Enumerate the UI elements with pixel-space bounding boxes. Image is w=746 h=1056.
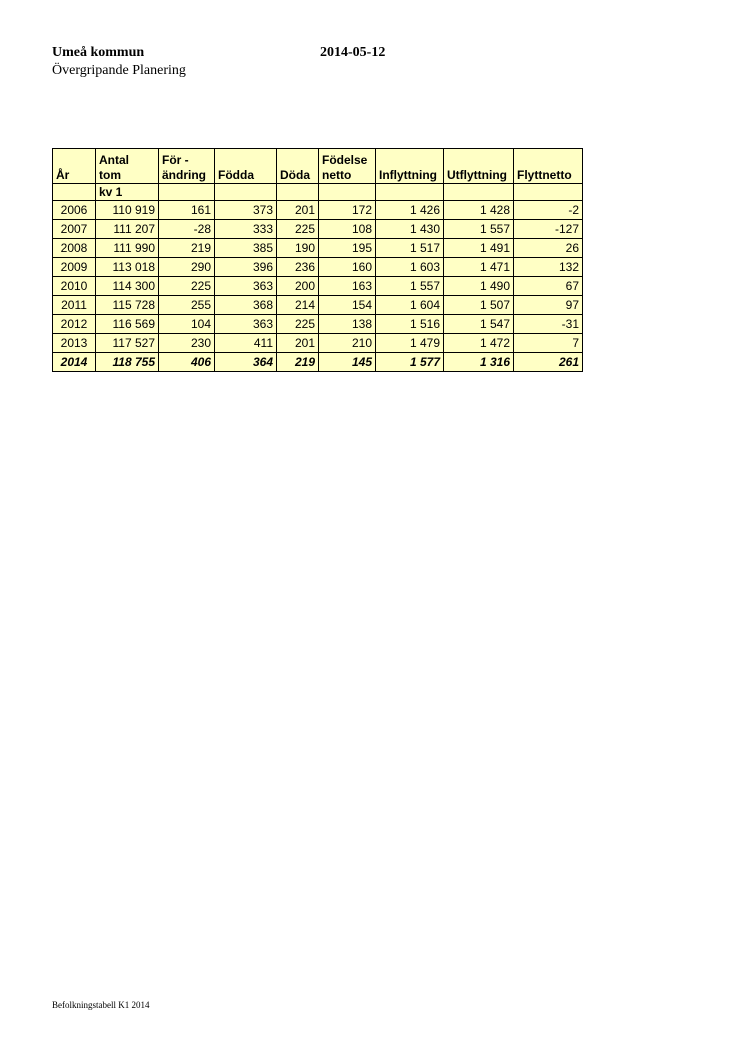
cell-population: 110 919 [96,201,159,220]
table-row [53,296,583,315]
table-row [53,201,583,220]
cell-change: 406 [159,353,215,372]
department-name: Övergripande Planering [52,63,186,78]
cell-year: 2014 [53,353,96,372]
header-in-migration: Inflyttning [376,149,444,184]
cell-change: 161 [159,201,215,220]
cell-population: 118 755 [96,353,159,372]
cell-year: 2011 [53,296,96,315]
cell-births: 333 [215,220,277,239]
cell-natural-change: 210 [319,334,376,353]
cell-births: 396 [215,258,277,277]
cell-year: 2010 [53,277,96,296]
cell-deaths: 190 [277,239,319,258]
cell-year: 2007 [53,220,96,239]
cell-natural-change: 108 [319,220,376,239]
cell-deaths: 225 [277,220,319,239]
cell-population: 115 728 [96,296,159,315]
cell-change: 290 [159,258,215,277]
header-year: År [53,149,96,184]
header-change-line1: För - [162,153,189,167]
subheader-empty [215,184,277,201]
cell-in-migration: 1 516 [376,315,444,334]
header-population-line2: tom [99,168,121,182]
cell-deaths: 201 [277,334,319,353]
table-subheader-row [53,184,583,201]
cell-natural-change: 154 [319,296,376,315]
cell-in-migration: 1 604 [376,296,444,315]
cell-births: 385 [215,239,277,258]
cell-deaths: 201 [277,201,319,220]
cell-year: 2012 [53,315,96,334]
footer-text: Befolkningstabell K1 2014 [52,1000,150,1010]
cell-change: 104 [159,315,215,334]
cell-births: 363 [215,277,277,296]
cell-out-migration: 1 507 [444,296,514,315]
cell-population: 111 207 [96,220,159,239]
cell-natural-change: 145 [319,353,376,372]
cell-net-migration: 97 [514,296,583,315]
subheader-empty [159,184,215,201]
cell-year: 2006 [53,201,96,220]
header-population-line1: Antal [99,153,129,167]
table-row [53,258,583,277]
cell-net-migration: 261 [514,353,583,372]
header-net-migration: Flyttnetto [514,149,583,184]
header-natural-line1: Födelse [322,153,368,167]
subheader-empty [376,184,444,201]
table-row [53,315,583,334]
cell-net-migration: 67 [514,277,583,296]
cell-births: 373 [215,201,277,220]
cell-population: 116 569 [96,315,159,334]
subheader-empty [319,184,376,201]
header-change-line2: ändring [162,168,206,182]
cell-deaths: 219 [277,353,319,372]
cell-change: 219 [159,239,215,258]
header-change [159,149,215,184]
cell-change: 225 [159,277,215,296]
cell-net-migration: -31 [514,315,583,334]
subheader-empty [277,184,319,201]
cell-change: -28 [159,220,215,239]
organization-name: Umeå kommun [52,45,145,60]
cell-in-migration: 1 426 [376,201,444,220]
cell-in-migration: 1 557 [376,277,444,296]
table-row [53,220,583,239]
cell-in-migration: 1 430 [376,220,444,239]
cell-change: 255 [159,296,215,315]
table-row [53,334,583,353]
cell-out-migration: 1 472 [444,334,514,353]
cell-out-migration: 1 547 [444,315,514,334]
cell-in-migration: 1 603 [376,258,444,277]
cell-population: 117 527 [96,334,159,353]
header-out-migration: Utflyttning [444,149,514,184]
cell-net-migration: 7 [514,334,583,353]
cell-year: 2009 [53,258,96,277]
cell-out-migration: 1 316 [444,353,514,372]
cell-births: 368 [215,296,277,315]
cell-net-migration: -2 [514,201,583,220]
cell-in-migration: 1 577 [376,353,444,372]
subheader-empty [444,184,514,201]
cell-out-migration: 1 490 [444,277,514,296]
cell-deaths: 236 [277,258,319,277]
cell-population: 114 300 [96,277,159,296]
subheader-population-period: kv 1 [96,184,159,201]
table-header-row [53,149,583,184]
cell-population: 113 018 [96,258,159,277]
population-table [52,148,583,372]
cell-out-migration: 1 471 [444,258,514,277]
cell-out-migration: 1 557 [444,220,514,239]
cell-births: 363 [215,315,277,334]
cell-out-migration: 1 428 [444,201,514,220]
header-births: Födda [215,149,277,184]
cell-net-migration: -127 [514,220,583,239]
cell-natural-change: 160 [319,258,376,277]
cell-deaths: 214 [277,296,319,315]
cell-out-migration: 1 491 [444,239,514,258]
cell-natural-change: 172 [319,201,376,220]
table-row [53,353,583,372]
cell-natural-change: 138 [319,315,376,334]
cell-year: 2013 [53,334,96,353]
cell-net-migration: 26 [514,239,583,258]
header-deaths: Döda [277,149,319,184]
cell-net-migration: 132 [514,258,583,277]
table-row [53,239,583,258]
cell-births: 364 [215,353,277,372]
cell-natural-change: 163 [319,277,376,296]
cell-year: 2008 [53,239,96,258]
cell-deaths: 225 [277,315,319,334]
header-natural-change [319,149,376,184]
cell-births: 411 [215,334,277,353]
cell-natural-change: 195 [319,239,376,258]
cell-in-migration: 1 479 [376,334,444,353]
header-population [96,149,159,184]
report-date: 2014-05-12 [320,45,386,60]
cell-change: 230 [159,334,215,353]
table-row [53,277,583,296]
subheader-empty [53,184,96,201]
subheader-empty [514,184,583,201]
table-body [53,201,583,372]
cell-population: 111 990 [96,239,159,258]
cell-deaths: 200 [277,277,319,296]
header-natural-line2: netto [322,168,352,182]
cell-in-migration: 1 517 [376,239,444,258]
